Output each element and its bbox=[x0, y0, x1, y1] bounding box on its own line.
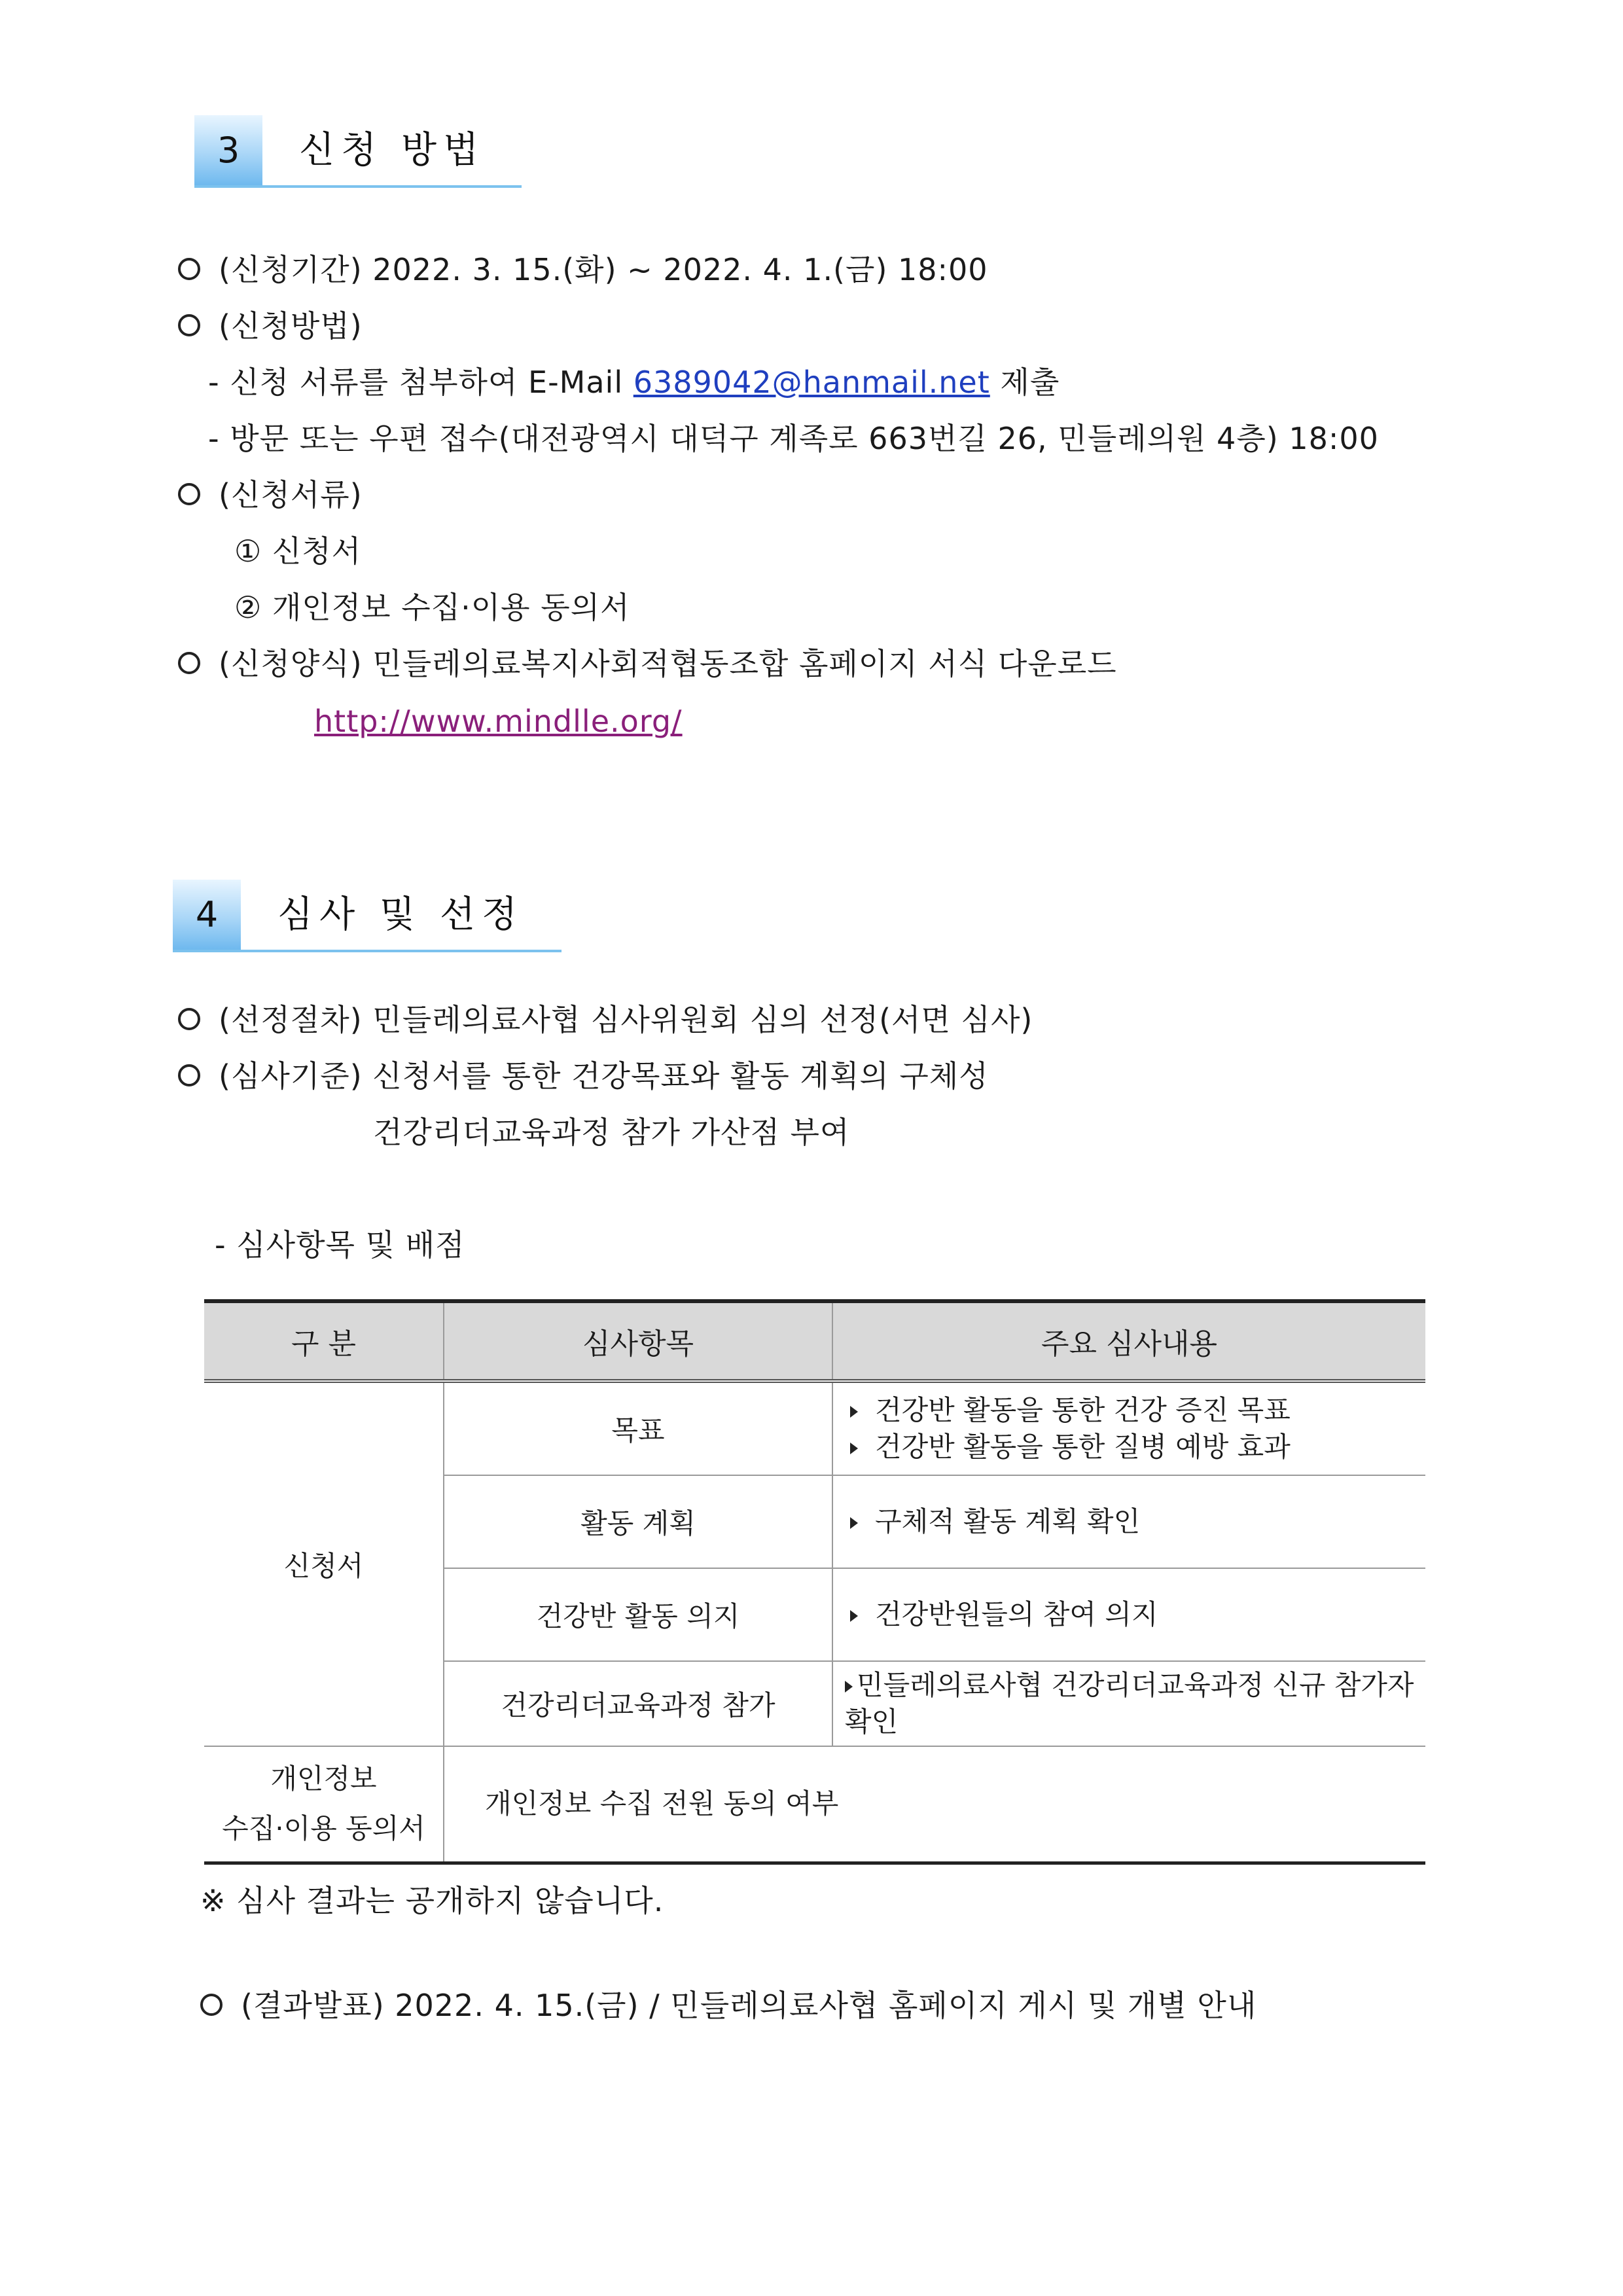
homepage-link[interactable]: http://www.mindlle.org/ bbox=[314, 704, 683, 739]
circle-bullet-icon bbox=[200, 1994, 223, 2016]
items-label-line: - 심사항목 및 배점 bbox=[215, 1227, 465, 1263]
method-visit-line: - 방문 또는 우편 접수(대전광역시 대덕구 계족로 663번길 26, 민들레의원 4층) 18:00 bbox=[208, 421, 1379, 456]
section-4-number: 4 bbox=[173, 880, 241, 950]
triangle-bullet-icon bbox=[850, 1610, 858, 1622]
triangle-bullet-icon bbox=[850, 1443, 858, 1454]
triangle-bullet-icon bbox=[850, 1517, 858, 1529]
method-label-line: (신청방법) bbox=[178, 306, 363, 346]
form-link-line bbox=[314, 702, 683, 741]
item-cell: 활동 계획 bbox=[444, 1475, 832, 1568]
group-application: 신청서 bbox=[204, 1381, 444, 1746]
content-cell: 건강반 활동을 통한 건강 증진 목표 건강반 활동을 통한 질병 예방 효과 bbox=[832, 1381, 1425, 1475]
procedure-line: (선정절차) 민들레의료사협 심사위원회 심의 선정(서면 심사) bbox=[178, 1000, 1033, 1039]
circle-bullet-icon bbox=[178, 483, 200, 505]
note-line: ※ 심사 결과는 공개하지 않습니다. bbox=[200, 1883, 664, 1918]
content-cell: 구체적 활동 계획 확인 bbox=[832, 1475, 1425, 1568]
section-3-underline bbox=[194, 185, 522, 188]
circle-bullet-icon bbox=[178, 652, 200, 674]
header-category: 구 분 bbox=[204, 1301, 444, 1381]
group-privacy: 개인정보 수집·이용 동의서 bbox=[204, 1746, 444, 1863]
section-3-header bbox=[194, 115, 522, 188]
review-criteria-table bbox=[204, 1299, 1425, 1865]
email-link[interactable]: 6389042@hanmail.net bbox=[633, 365, 990, 400]
section-4-header bbox=[173, 880, 562, 953]
triangle-bullet-icon bbox=[850, 1406, 858, 1418]
circle-bullet-icon bbox=[178, 314, 200, 336]
content-cell: 건강반원들의 참여 의지 bbox=[832, 1568, 1425, 1661]
triangle-bullet-icon bbox=[845, 1681, 853, 1693]
form-label-line: (신청양식) 민들레의료복지사회적협동조합 홈페이지 서식 다운로드 bbox=[178, 644, 1117, 683]
result-line: (결과발표) 2022. 4. 15.(금) / 민들레의료사협 홈페이지 게시 및 개별 안내 bbox=[200, 1986, 1257, 2025]
circle-bullet-icon bbox=[178, 1064, 200, 1086]
section-3-number: 3 bbox=[194, 115, 262, 186]
period-line: (신청기간) 2022. 3. 15.(화) ~ 2022. 4. 1.(금) 18:00 bbox=[178, 250, 988, 289]
section-4-underline bbox=[173, 950, 562, 952]
doc1-line: ① 신청서 bbox=[234, 533, 362, 569]
circle-bullet-icon bbox=[178, 258, 200, 280]
header-content: 주요 심사내용 bbox=[832, 1301, 1425, 1381]
section-3-title: 신청 방법 bbox=[299, 129, 486, 171]
criteria-line: (심사기준) 신청서를 통한 건강목표와 활동 계획의 구체성 bbox=[178, 1056, 989, 1096]
table-header-row bbox=[204, 1301, 1425, 1381]
content-cell: 민들레의료사협 건강리더교육과정 신규 참가자 확인 bbox=[832, 1661, 1425, 1746]
docs-label-line: (신청서류) bbox=[178, 475, 363, 514]
circle-bullet-icon bbox=[178, 1008, 200, 1030]
table-row bbox=[204, 1381, 1425, 1475]
method-email-line: - 신청 서류를 첨부하여 E-Mail 6389042@hanmail.net 제출 bbox=[208, 365, 1060, 400]
item-cell: 건강반 활동 의지 bbox=[444, 1568, 832, 1661]
table-row bbox=[204, 1746, 1425, 1863]
criteria-line-2: 건강리더교육과정 참가 가산점 부여 bbox=[373, 1115, 850, 1150]
item-cell: 건강리더교육과정 참가 bbox=[444, 1661, 832, 1746]
privacy-content-cell: 개인정보 수집 전원 동의 여부 bbox=[444, 1746, 1425, 1863]
item-cell: 목표 bbox=[444, 1381, 832, 1475]
section-4-title: 심사 및 선정 bbox=[277, 893, 524, 936]
doc2-line: ② 개인정보 수집·이용 동의서 bbox=[234, 590, 630, 625]
header-item: 심사항목 bbox=[444, 1301, 832, 1381]
